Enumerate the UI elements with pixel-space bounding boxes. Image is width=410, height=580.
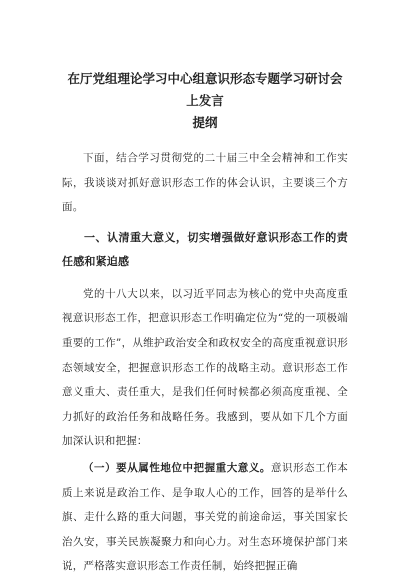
subsection-1-paragraph	[62, 456, 348, 579]
title-line-2: 提纲	[192, 115, 218, 130]
document-title	[62, 68, 348, 134]
title-line-1: 在厅党组理论学习中心组意识形态专题学习研讨会上发言	[67, 71, 343, 108]
subsection-1-text: 意识形态工作本质上来说是政治工作、是争取人心的工作，回答的是举什么旗、走什么路的重大问题，事关党的前途命运，事关国家长治久安，事关民族凝聚力和向心力。对生态环境保护部门来说，严格落实意识形态工作责任制，始终把握正确	[62, 461, 348, 573]
intro-paragraph: 下面，结合学习贯彻党的二十届三中全会精神和工作实际，我谈谈对抓好意识形态工作的体会认识，主要谈三个方面。	[62, 152, 348, 214]
section-1-heading: 一、认清重大意义，切实增强做好意识形态工作的责任感和紧迫感	[62, 230, 348, 268]
section-1-paragraph: 党的十八大以来，以习近平同志为核心的党中央高度重视意识形态工作，把意识形态工作明确定位为“党的一项极端重要的工作”，从维护政治安全和政权安全的高度重视意识形态领域安全，把握意识形态工作的战略主动。意识形态工作意义重大、责任重大，是我们任何时候都必须高度重视、全力抓好的政治任务和战略任务。我感到，要从如下几个方面加深认识和把握：	[62, 287, 348, 448]
subsection-1-heading: （一）要从属性地位中把握重大意义。	[83, 461, 271, 474]
